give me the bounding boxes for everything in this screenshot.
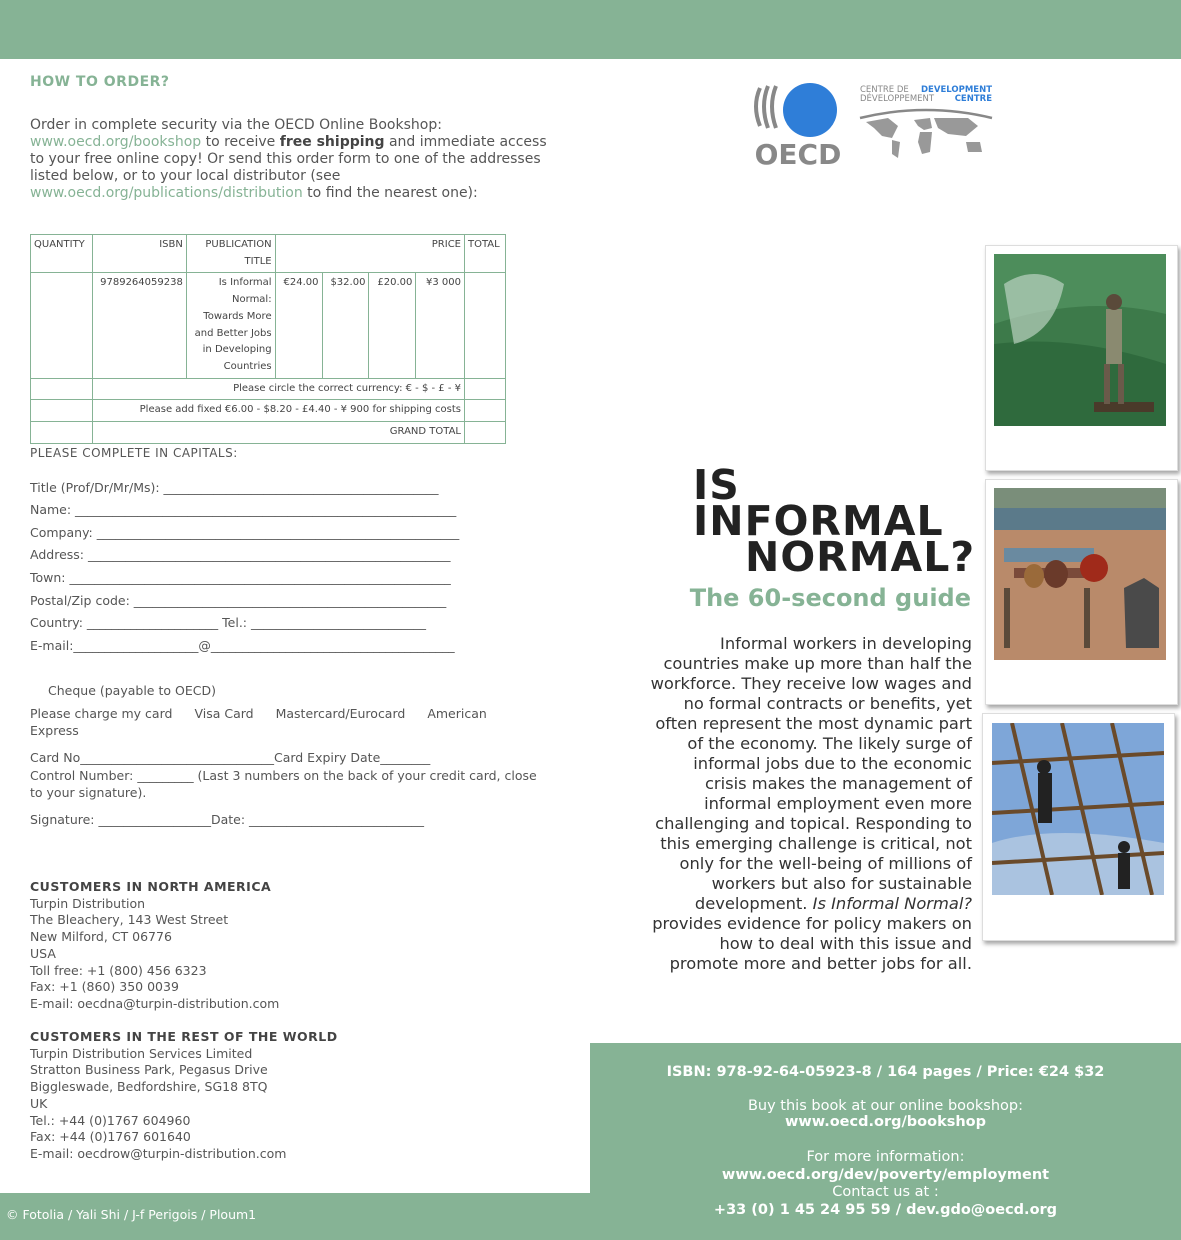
svg-text:CENTRE DE: CENTRE DE <box>860 85 909 95</box>
market-image <box>994 488 1166 660</box>
grand-total-cell[interactable] <box>465 422 506 444</box>
visa-option[interactable]: Visa Card <box>194 706 254 721</box>
title-field[interactable]: Title (Prof/Dr/Mr/Ms): ____________________________________________ <box>30 480 439 495</box>
photo-credits: © Fotolia / Yali Shi / J-f Perigois / Ploum1 <box>6 1207 257 1222</box>
north-america-address <box>30 879 279 1013</box>
col-isbn: ISBN <box>92 235 186 273</box>
north-america-heading: CUSTOMERS IN NORTH AMERICA <box>30 879 272 894</box>
svg-text:OECD: OECD <box>754 138 842 168</box>
fax-line: Fax: +1 (860) 350 0039 <box>30 979 179 995</box>
empty-cell <box>465 378 506 400</box>
development-centre-logo <box>858 82 994 172</box>
more-info-url[interactable]: www.oecd.org/dev/poverty/employment <box>721 1167 1050 1183</box>
card-number-field[interactable]: Card No_______________________________Card Expiry Date________ <box>30 750 431 765</box>
signature-date-field[interactable]: Signature: __________________Date: ____________________________ <box>30 812 425 827</box>
table-header-row <box>31 235 506 273</box>
isbn-cell: 9789264059238 <box>92 273 186 378</box>
address-line: Biggleswade, Bedfordshire, SG18 8TQ <box>30 1079 268 1095</box>
card-options <box>30 705 550 739</box>
photo-scaffolding <box>982 713 1175 941</box>
shipping-note: Please add fixed €6.00 - $8.20 - £4.40 - ¥ 900 for shipping costs <box>92 400 464 422</box>
how-to-order-heading: HOW TO ORDER? <box>30 74 170 90</box>
table-row <box>31 378 506 400</box>
email-line[interactable]: E-mail: oecdrow@turpin-distribution.com <box>30 1145 287 1161</box>
bookshop-link[interactable]: www.oecd.org/bookshop <box>30 134 202 150</box>
svg-text:DEVELOPMENT: DEVELOPMENT <box>921 85 992 95</box>
address-line: USA <box>30 945 56 961</box>
isbn-price-line: ISBN: 978-92-64-05923-8 / 164 pages / Price: €24 $32 <box>666 1064 1105 1080</box>
buy-label: Buy this book at our online bookshop: <box>747 1098 1024 1114</box>
contact-details[interactable]: +33 (0) 1 45 24 95 59 / dev.gdo@oecd.org <box>713 1202 1058 1218</box>
col-title: PUBLICATION TITLE <box>186 235 275 273</box>
rest-of-world-heading: CUSTOMERS IN THE REST OF THE WORLD <box>30 1029 338 1044</box>
mastercard-option[interactable]: Mastercard/Eurocard <box>275 706 406 721</box>
control-number-field[interactable]: Control Number: _________ (Last 3 numbers on the back of your credit card, close to your signature). <box>30 768 537 800</box>
price-jpy: ¥3 000 <box>416 273 465 378</box>
town-field[interactable]: Town: _____________________________________________________________ <box>30 570 451 585</box>
empty-cell <box>31 378 93 400</box>
quantity-cell[interactable] <box>31 273 93 378</box>
order-intro: Order in complete security via the OECD Online Bookshop: www.oecd.org/bookshop to receive free shipping and immediate access to your free online copy! Or send this order form to one of the addresses listed below, or to your local distributor (see www.oecd.org/publications/distribution to find the nearest one): <box>30 117 547 201</box>
svg-text:DÉVELOPPEMENT: DÉVELOPPEMENT <box>860 94 935 104</box>
svg-text:CENTRE: CENTRE <box>954 94 992 104</box>
postal-code-field[interactable]: Postal/Zip code: __________________________________________________ <box>30 593 447 608</box>
empty-cell <box>465 400 506 422</box>
price-usd: $32.00 <box>322 273 369 378</box>
col-total: TOTAL <box>465 235 506 273</box>
page-title: IS INFORMAL NORMAL? <box>693 461 976 581</box>
book-info-panel <box>590 1043 1181 1240</box>
photo-market-stall <box>985 479 1178 705</box>
top-color-band <box>0 0 1181 59</box>
email-line[interactable]: E-mail: oecdna@turpin-distribution.com <box>30 995 280 1011</box>
address-line: New Milford, CT 06776 <box>30 929 172 945</box>
total-cell[interactable] <box>465 273 506 378</box>
complete-in-capitals: PLEASE COMPLETE IN CAPITALS: <box>30 446 238 460</box>
price-gbp: £20.00 <box>369 273 416 378</box>
email-field[interactable]: E-mail:____________________@_______________________________________ <box>30 638 455 653</box>
address-field[interactable]: Address: __________________________________________________________ <box>30 547 451 562</box>
company-field[interactable]: Company: __________________________________________________________ <box>30 525 460 540</box>
address-line: Turpin Distribution <box>30 895 146 911</box>
contact-label: Contact us at : <box>832 1184 939 1200</box>
empty-cell <box>31 400 93 422</box>
address-line: The Bleachery, 143 West Street <box>30 912 229 928</box>
distribution-link[interactable]: www.oecd.org/publications/distribution <box>30 185 303 201</box>
rest-of-world-address <box>30 1029 338 1163</box>
empty-cell <box>31 422 93 444</box>
fax-line: Fax: +44 (0)1767 601640 <box>30 1129 191 1145</box>
table-row <box>31 422 506 444</box>
fisherman-image <box>994 254 1166 426</box>
summary-text: Informal workers in developing countries make up more than half the workforce. They receive low wages and no formal contracts or benefits, yet often represent the most dynamic part of the economy. The likely surge of informal jobs due to the economic crisis makes the management of informal employment even more challenging and topical. Responding to this emerging challenge is critical, not only for the well-being of millions of workers but also for sustainable development. Is Informal Normal? provides evidence for policy makers on how to deal with this issue and promote more and better jobs for all. <box>650 634 972 973</box>
cheque-option[interactable]: Cheque (payable to OECD) <box>48 683 216 698</box>
col-price: PRICE <box>275 235 464 273</box>
order-table <box>30 234 506 444</box>
price-eur: €24.00 <box>275 273 322 378</box>
oecd-logo <box>752 82 844 168</box>
address-line: UK <box>30 1095 48 1111</box>
photo-fisherman <box>985 245 1178 471</box>
currency-note: Please circle the correct currency: € - $ - £ - ¥ <box>92 378 464 400</box>
phone-line: Tel.: +44 (0)1767 604960 <box>30 1112 191 1128</box>
title-cell: Is Informal Normal: Towards More and Better Jobs in Developing Countries <box>186 273 275 378</box>
address-line: Stratton Business Park, Pegasus Drive <box>30 1062 268 1078</box>
table-row <box>31 400 506 422</box>
more-info-label: For more information: <box>806 1149 965 1165</box>
name-field[interactable]: Name: _____________________________________________________________ <box>30 502 457 517</box>
grand-total-label: GRAND TOTAL <box>92 422 464 444</box>
phone-line: Toll free: +1 (800) 456 6323 <box>30 962 207 978</box>
col-quantity: QUANTITY <box>31 235 93 273</box>
address-line: Turpin Distribution Services Limited <box>30 1045 253 1061</box>
country-tel-field[interactable]: Country: _____________________ Tel.: ____________________________ <box>30 615 426 630</box>
scaffolding-image <box>992 723 1164 895</box>
subtitle: The 60-second guide <box>689 584 971 612</box>
amex-option[interactable]: American Express <box>30 706 487 738</box>
table-row <box>31 273 506 378</box>
charge-label: Please charge my card <box>30 706 173 721</box>
bookshop-url[interactable]: www.oecd.org/bookshop <box>784 1114 987 1130</box>
